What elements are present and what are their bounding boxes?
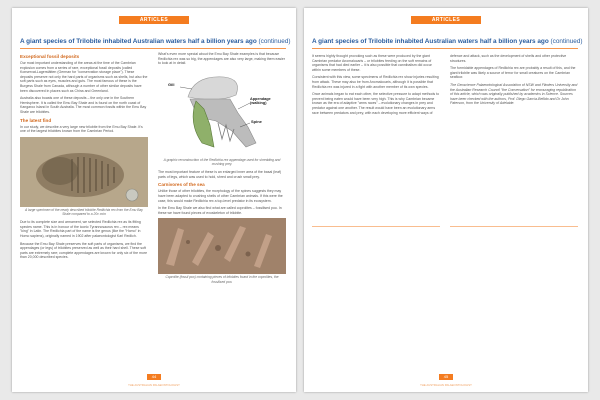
paragraph: Unlike those of other trilobites, the morphology of the spines suggests they may have been adapted to crushing shells of other Cambrian animals. If this were the case, this would make Redlichia rex a top-level predator in its ecosystem. xyxy=(158,189,283,203)
heading-carnivores: Carnivores of the sea xyxy=(158,182,205,188)
left-column-1 xyxy=(20,52,148,263)
page-number: 44 xyxy=(147,374,161,380)
page-title xyxy=(312,38,582,45)
title-rule xyxy=(312,48,578,49)
column-rule xyxy=(312,226,440,227)
section-tab: ARTICLES xyxy=(411,16,481,24)
coprolite-photo xyxy=(158,218,286,274)
left-column-2 xyxy=(158,52,286,288)
title-rule xyxy=(20,48,286,49)
paragraph: It seems highly thought provoking such as these were produced by the giant Cambrian predator Anomalocaris – or trilobites feeding on the soft remains of organisms that had died earlier – it is also possible that cannibalism did occur within some members of these. xyxy=(312,54,432,72)
column-rule xyxy=(450,226,578,227)
footer-text: THE AUSTRALIAN PALAEONTOLOGIST xyxy=(420,383,472,387)
paragraph: Due to its complete size and armament, we selected Redlichia rex as its fitting species name. This is in honour of the iconic Tyrannosaurus rex – rex means "king" in Latin. The Redlichia part of the name is the genus (like the "Homo" in Homo sapiens), originally named in 1902 after palaeontologist Karl Redlich. xyxy=(20,220,141,238)
title-continued: (continued) xyxy=(258,38,291,45)
paragraph: Because the Emu Bay Shale preserves the soft parts of organisms, we find the appendages (or legs) of trilobites preserved as well as their hard shell. These soft parts are extremely rare; complete appendages are known for only six of the more than 20,000 described species. xyxy=(20,241,148,260)
right-column-2 xyxy=(450,54,578,109)
paragraph: What's even more special about the Emu Bay Shale examples is that because Redlichia rex was so big, the appendages are also very large, making them easier to look at in detail. xyxy=(158,52,286,66)
appendage-diagram xyxy=(158,69,286,157)
paragraph: In our study, we describe a very large new trilobite from the Emu Bay Shale. It's one of the largest trilobites known from the Cambrian Period. xyxy=(20,124,143,134)
paragraph: The most important feature of these is an enlarged inner area of the basal (leaf) parts of legs, which was used to hold, shred and crush small prey. xyxy=(158,170,282,179)
title-text: A giant species of Trilobite inhabited Australian waters half a billion years ago xyxy=(312,38,549,45)
title-text: A giant species of Trilobite inhabited Australian waters half a billion years ago xyxy=(20,38,257,45)
trilobite-photo xyxy=(20,137,148,207)
paragraph: In the Emu Bay Shale we also find what are called coprolites – fossilised poo. In these we have found pieces of exoskeleton of trilobite. xyxy=(158,206,282,215)
label-gill: Gill xyxy=(168,81,175,87)
right-column-1 xyxy=(312,54,440,118)
paragraph: Once animals began to eat each other, the selective pressure to adapt methods to prevent being eaten would have been very high. This is why Cambrian became known as the era of adaptive "arms races" – evolutionary changes in prey and predator against one another. The result would have been an evolutionary arms race between predators and prey, with each developing more efficient ways of xyxy=(312,92,440,115)
page-title xyxy=(20,38,290,45)
paragraph: Consistent with this view, some specimens of Redlichia rex show injuries resulting from attack. These may also be from Anomalocaris, although it is possible that Redlichia rex was injured in a fight with another member of its own species. xyxy=(312,75,439,89)
footer-text: THE AUSTRALIAN PALAEONTOLOGIST xyxy=(128,383,180,387)
label-appendage: Appendage (walking) xyxy=(250,96,271,105)
paragraph: Our most important understanding of the areas at the time of the Cambrian explosion comes from a series of rare, exceptional fossil deposits (called Konservat-Lagerstätten (German for "conservation storage place"). These deposits preserve not only the hard parts of organisms such as shells, but also the soft parts such as eyes, muscles and guts. The most famous of these is the Burgess Shale from Canada, although a number of other similar deposits have been discovered in places such as China and Greenland. xyxy=(20,61,148,93)
coprolite-caption: Coprolite (fossil poo) containing pieces of trilobites found in the coprolites, the fossilised poo. xyxy=(165,275,279,284)
paragraph: The formidable appendages of Redlichia rex are probably a result of this, and the giant trilobite was likely a source of terror for small creatures on the Cambrian seafloor. xyxy=(450,66,576,80)
diagram-caption: A graphic reconstruction of the Redlichia rex appendage used for shredding and crushing prey. xyxy=(163,157,281,166)
photo-caption: A large specimen of the newly described trilobite Redlichia rex from the Emu Bay Shale compared to a 20c coin xyxy=(25,207,143,216)
left-page xyxy=(12,8,296,392)
page-number: 45 xyxy=(439,374,453,380)
label-spine: Spine xyxy=(251,118,262,124)
right-page xyxy=(304,8,588,392)
acknowledgement: The Geoscience Palaeontological Association of NSW and Flinders University and the Australian Research Council "the Conversation" for encouraging republication of this article, which was originally published by academics in Science. Sources have been checked with the authors, Prof. Diego García-Bellido and Dr John Paterson, from the University of Adelaide. xyxy=(450,82,578,106)
paragraph: Australia also boasts one of these deposits – the only one in the Southern Hemisphere. It is called the Emu Bay Shale and is found on the north coast of Kangaroo Island in South Australia. The most common fossils within the Emu Bay Shale are trilobites. xyxy=(20,96,147,114)
title-continued: (continued) xyxy=(550,38,583,45)
paragraph: defence and attack, such as the development of shells and other protective structures. xyxy=(450,54,567,63)
heading-fossil-deposits: Exceptional fossil deposits xyxy=(20,54,80,59)
heading-latest-find: The latest find xyxy=(20,117,52,123)
section-tab: ARTICLES xyxy=(119,16,189,24)
